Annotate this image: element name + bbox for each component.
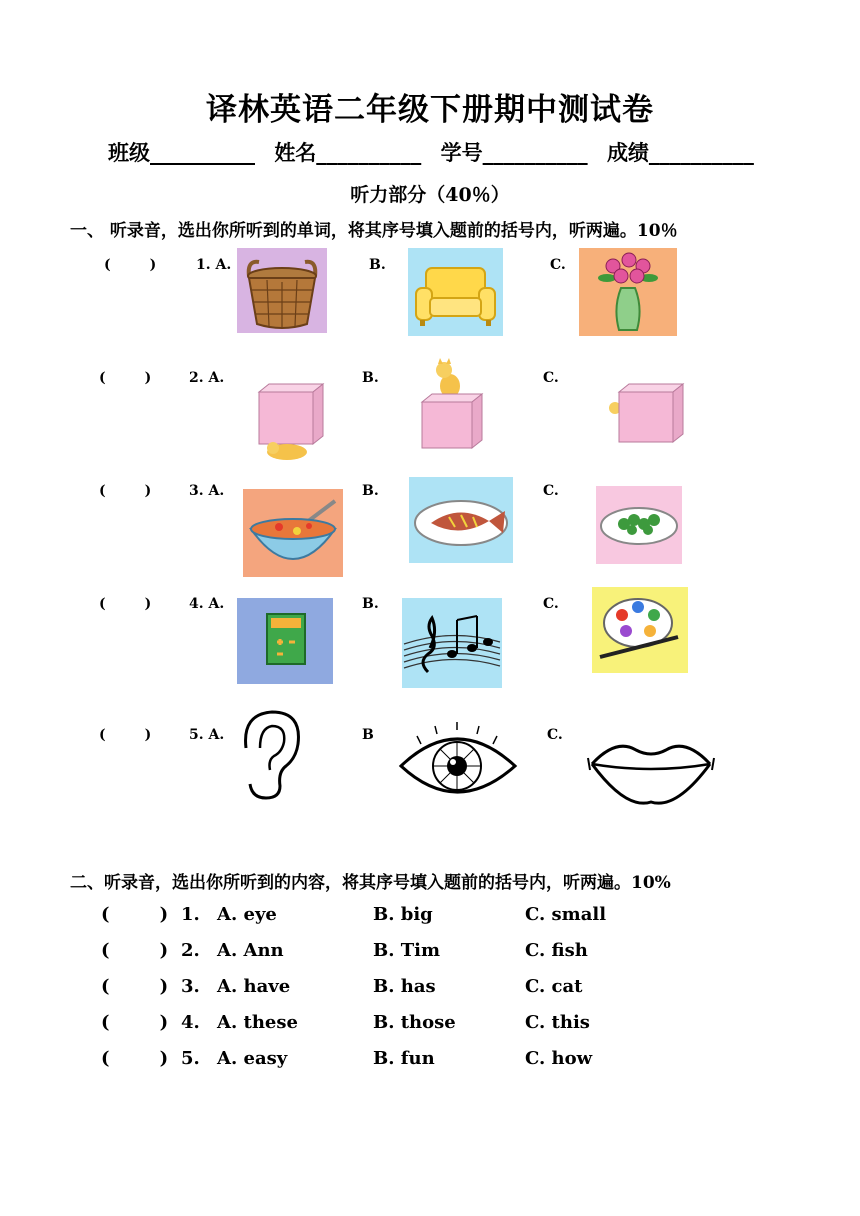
answer-blank[interactable]: ( ) bbox=[101, 904, 169, 925]
number-field[interactable]: 学号__________ bbox=[440, 140, 588, 165]
option-a-label: 1. A. bbox=[196, 257, 232, 273]
option-a: A. these bbox=[217, 1012, 298, 1033]
option-c: C. fish bbox=[525, 940, 588, 961]
option-a: A. have bbox=[217, 976, 291, 997]
name-field[interactable]: 姓名__________ bbox=[274, 140, 422, 165]
option-c-label: C. bbox=[543, 483, 559, 499]
option-b-label: B. bbox=[362, 596, 379, 612]
option-c: C. how bbox=[525, 1048, 593, 1069]
question-number: 1. bbox=[181, 904, 200, 925]
option-c: C. this bbox=[525, 1012, 590, 1033]
question-number: 5. bbox=[181, 1048, 200, 1069]
answer-blank[interactable]: ( ) bbox=[104, 257, 157, 273]
answer-blank[interactable]: ( ) bbox=[99, 370, 152, 386]
option-a: A. easy bbox=[217, 1048, 288, 1069]
option-a-label: 3. A. bbox=[189, 483, 225, 499]
cat-behind-box-icon[interactable] bbox=[605, 382, 685, 444]
option-b-label: B. bbox=[369, 257, 386, 273]
option-b-label: B. bbox=[362, 483, 379, 499]
option-c: C. small bbox=[525, 904, 607, 925]
question-number: 4. bbox=[181, 1012, 200, 1033]
option-a-label: 2. A. bbox=[189, 370, 225, 386]
fish-dish-icon[interactable] bbox=[409, 477, 513, 563]
option-c-label: C. bbox=[543, 596, 559, 612]
cat-on-box-icon[interactable] bbox=[418, 358, 486, 450]
option-c-label: C. bbox=[543, 370, 559, 386]
option-c-label: C. bbox=[547, 727, 563, 743]
student-info bbox=[108, 137, 766, 167]
maths-book-icon[interactable] bbox=[237, 598, 333, 684]
option-b: B. those bbox=[373, 1012, 456, 1033]
answer-blank[interactable]: ( ) bbox=[101, 1048, 169, 1069]
section1-heading: 一、 听录音，选出你所听到的单词，将其序号填入题前的括号内，听两遍。10％ bbox=[70, 221, 678, 241]
option-a-label: 4. A. bbox=[189, 596, 225, 612]
basket-icon[interactable] bbox=[237, 248, 327, 333]
answer-blank[interactable]: ( ) bbox=[99, 596, 152, 612]
class-field[interactable]: 班级__________ bbox=[108, 140, 255, 165]
option-b: B. fun bbox=[373, 1048, 435, 1069]
soup-bowl-icon[interactable] bbox=[243, 489, 343, 577]
option-b: B. has bbox=[373, 976, 436, 997]
question-number: 2. bbox=[181, 940, 200, 961]
vegetable-dish-icon[interactable] bbox=[596, 486, 682, 564]
ear-icon[interactable] bbox=[232, 708, 310, 802]
question-number: 3. bbox=[181, 976, 200, 997]
eye-icon[interactable] bbox=[397, 722, 521, 808]
option-b: B. big bbox=[373, 904, 433, 925]
mouth-icon[interactable] bbox=[586, 740, 716, 806]
flower-vase-icon[interactable] bbox=[579, 248, 677, 336]
paint-palette-icon[interactable] bbox=[592, 587, 688, 673]
sofa-icon[interactable] bbox=[408, 248, 503, 336]
answer-blank[interactable]: ( ) bbox=[101, 1012, 169, 1033]
option-b-label: B. bbox=[362, 370, 379, 386]
option-c: C. cat bbox=[525, 976, 583, 997]
answer-blank[interactable]: ( ) bbox=[99, 727, 152, 743]
listening-subtitle: 听力部分（40％） bbox=[350, 184, 510, 206]
option-b-label: B bbox=[362, 727, 374, 743]
page-title: 译林英语二年级下册期中测试卷 bbox=[206, 92, 654, 128]
option-a: A. eye bbox=[217, 904, 277, 925]
score-field[interactable]: 成绩__________ bbox=[606, 140, 754, 165]
section2-heading: 二、听录音，选出你所听到的内容，将其序号填入题前的括号内，听两遍。10% bbox=[70, 873, 671, 893]
option-c-label: C. bbox=[550, 257, 566, 273]
option-a-label: 5. A. bbox=[189, 727, 225, 743]
option-a: A. Ann bbox=[217, 940, 284, 961]
cat-under-box-icon[interactable] bbox=[255, 382, 325, 462]
answer-blank[interactable]: ( ) bbox=[101, 976, 169, 997]
answer-blank[interactable]: ( ) bbox=[99, 483, 152, 499]
option-b: B. Tim bbox=[373, 940, 441, 961]
answer-blank[interactable]: ( ) bbox=[101, 940, 169, 961]
music-notes-icon[interactable] bbox=[402, 598, 502, 688]
